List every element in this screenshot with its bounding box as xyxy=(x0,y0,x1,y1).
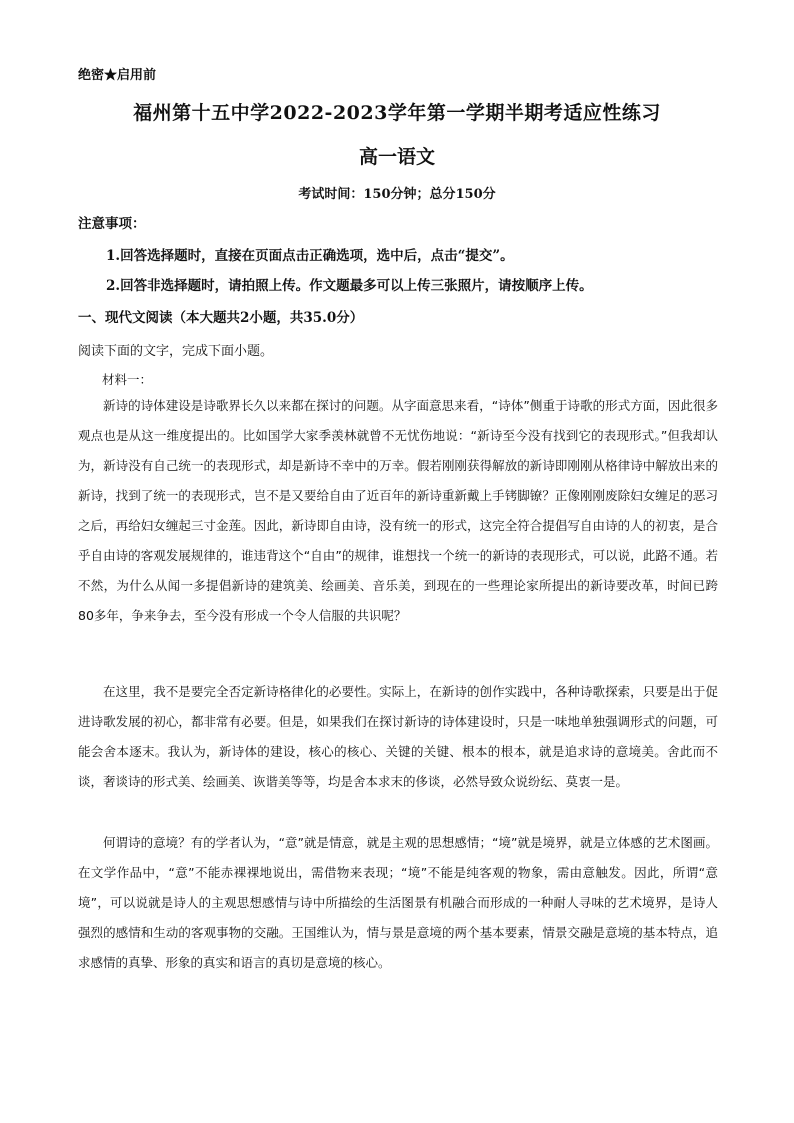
confidential-label: 绝密★启用前 xyxy=(78,68,157,83)
exam-meta: 考试时间：150分钟；总分150分 xyxy=(298,187,496,202)
material-label: 材料一： xyxy=(102,372,153,387)
paragraph: 在这里，我不是要完全否定新诗格律化的必要性。实际上，在新诗的创作实践中，各种诗歌探索，只要是出于促进诗歌发展的初心，都非常有必要。但是，如果我们在探讨新诗的诗体建设时，只是一味地单独强调形式的问题，可能会舍本逐末。我认为，新诗体的建设，核心的核心、关键的关键、根本的根本，就是追求诗的意境美。舍此而不谈，奢谈诗的形式美、绘画美、诙谐美等等，均是舍本求末的侈谈，必然导致众说纷纭、莫衷一是。 xyxy=(78,684,718,789)
notice-heading: 注意事项： xyxy=(78,216,146,232)
document-title: 福州第十五中学2022-2023学年第一学期半期考适应性练习 xyxy=(133,102,661,124)
paragraph: 新诗的诗体建设是诗歌界长久以来都在探讨的问题。从字面意思来看，“诗体”侧重于诗歌的形式方面，因此很多观点也是从这一维度提出的。比如国学大家季羡林就曾不无忧伤地说：“新诗至今没有找到它的表现形式。”但我却认为，新诗没有自己统一的表现形式，却是新诗不幸中的万幸。假若刚刚获得解放的新诗即刚刚从格律诗中解放出来的新诗，找到了统一的表现形式，岂不是又要给自由了近百年的新诗重新戴上手铐脚镣？正像刚刚废除妇女缠足的恶习之后，再给妇女缠起三寸金莲。因此，新诗即自由诗，没有统一的形式，这完全符合提倡写自由诗的人的初衷，是合乎自由诗的客观发展规律的，谁违背这个“自由”的规律，谁想找一个统一的新诗的表现形式，可以说，此路不通。若不然，为什么从闻一多提倡新诗的建筑美、绘画美、音乐美，到现在的一些理论家所提出的新诗要改革，时间已跨80多年，争来争去，至今没有形成一个令人信服的共识呢？ xyxy=(78,398,718,623)
document-subtitle: 高一语文 xyxy=(358,146,435,168)
paragraph: 何谓诗的意境？有的学者认为，“意”就是情意，就是主观的思想感情；“境”就是境界，就是立体感的艺术图画。在文学作品中，“意”不能赤裸裸地说出，需借物来表现；“境”不能是纯客观的物象，需由意触发。因此，所谓“意境”，可以说就是诗人的主观思想感情与诗中所描绘的生活图景有机融合而形成的一种耐人寻味的艺术境界，是诗人强烈的感情和生动的客观事物的交融。王国维认为，情与景是意境的两个基本要素，情景交融是意境的基本特点，追求感情的真挚、形象的真实和语言的真切是意境的核心。 xyxy=(78,835,718,970)
section-heading: 一、现代文阅读（本大题共2小题，共35.0分） xyxy=(78,310,364,326)
notice-item: 2.回答非选择题时，请拍照上传。作文题最多可以上传三张照片，请按顺序上传。 xyxy=(106,278,593,294)
notice-item: 1.回答选择题时，直接在页面点击正确选项，选中后，点击“提交”。 xyxy=(106,248,514,264)
reading-instruction: 阅读下面的文字，完成下面小题。 xyxy=(78,344,274,359)
